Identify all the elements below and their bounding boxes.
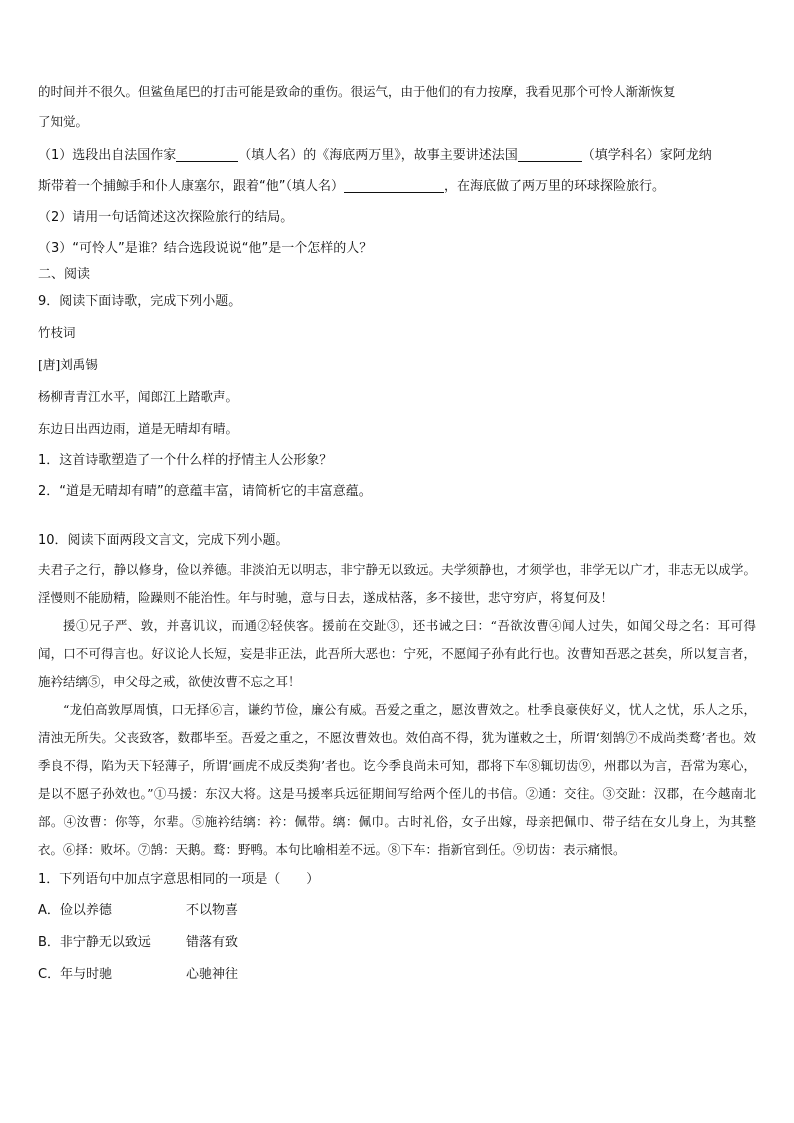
q8-sub3: （3）“可怜人”是谁？结合选段说说“他”是一个怎样的人？ bbox=[38, 241, 373, 256]
classical-para-3: “龙伯高敦厚周慎，口无择⑥言，谦约节俭，廉公有威。吾爱之重之，愿汝曹效之。杜季良豪侠好义，忧人之忧，乐人之乐，清浊无所失。父丧致客，数郡毕至。吾爱之重之，不愿汝曹效也。效伯高不得，犹为谨敕之士，所谓‘刻鹄⑦不成尚类鹜’者也。效季良不得，陷为天下轻薄子，所谓‘画虎不成反类狗’者也。讫今季良尚未可知，郡将下车⑧辄切齿⑨，州郡以为言，吾常为寒心，是以不愿子孙效也。”①马援：东汉大将。这是马援率兵远征期间写给两个侄儿的书信。②通：交往。③交趾：汉郡，在今越南北部。④汝曹：你等，尔辈。⑤施衿结缡：衿：佩带。缡：佩巾。古时礼俗，女子出嫁，母亲把佩巾、带子结在女儿身上，为其整衣。⑥择：败坏。⑦鹄：天鹅。鹜：野鸭。本句比喻相差不远。⑧下车：指新官到任。⑨切齿：表示痛恨。 bbox=[38, 702, 756, 857]
poem-line: 杨柳青青江水平，闻郎江上踏歌声。 bbox=[38, 389, 239, 404]
q8-sub1: （1）选段出自法国作家 （填人名）的《海底两万里》，故事主要讲述法国 （填学科名）家阿龙纳 bbox=[38, 148, 712, 163]
option-c[interactable]: C．年与时驰 心驰神往 bbox=[38, 967, 239, 982]
answer-blank[interactable] bbox=[344, 178, 444, 193]
poem-author: [唐]刘禹锡 bbox=[38, 357, 98, 372]
option-b[interactable]: B．非宁静无以致远 错落有致 bbox=[38, 935, 239, 950]
q10-intro: 10．阅读下面两段文言文，完成下列小题。 bbox=[38, 533, 289, 548]
q10-sub1: 1．下列语句中加点字意思相同的一项是（ ） bbox=[38, 872, 320, 887]
passage-line: 的时间并不很久。但鲨鱼尾巴的打击可能是致命的重伤。很运气，由于他们的有力按摩，我看见那个可怜人渐渐恢复 bbox=[38, 84, 676, 99]
answer-blank[interactable] bbox=[518, 147, 582, 162]
option-a[interactable]: A．俭以养德 不以物喜 bbox=[38, 903, 239, 918]
answer-blank[interactable] bbox=[176, 147, 238, 162]
q9-sub2: 2．“道是无晴却有晴”的意蕴丰富，请简析它的丰富意蕴。 bbox=[38, 484, 372, 499]
classical-para-2: 援①兄子严、敦，并喜讥议，而通②轻侠客。援前在交趾③，还书诫之曰：“吾欲汝曹④闻人过失，如闻父母之名：耳可得闻，口不可得言也。好议论人长短，妄是非正法，此吾所大恶也：宁死，不愿闻子孙有此行也。汝曹知吾恶之甚矣，所以复言者，施衿结缡⑤，申父母之戒，欲使汝曹不忘之耳！ bbox=[38, 618, 756, 689]
exam-page bbox=[38, 76, 756, 991]
passage-line: 了知觉。 bbox=[38, 114, 89, 129]
section-heading: 二、阅读 bbox=[38, 267, 91, 282]
q8-sub2: （2）请用一句话简述这次探险旅行的结局。 bbox=[38, 210, 294, 225]
q8-sub1-cont: 斯带着一个捕鲸手和仆人康塞尔，跟着“他”（填人名） ，在海底做了两万里的环球探险旅行。 bbox=[38, 179, 665, 194]
classical-para-1: 夫君子之行，静以修身，俭以养德。非淡泊无以明志，非宁静无以致远。夫学须静也，才须学也，非学无以广才，非志无以成学。淫慢则不能励精，险躁则不能治性。年与时驰，意与日去，遂成枯落，多不接世，悲守穷庐，将复何及！ bbox=[38, 562, 756, 605]
q9-sub1: 1．这首诗歌塑造了一个什么样的抒情主人公形象？ bbox=[38, 453, 333, 468]
q9-intro: 9．阅读下面诗歌，完成下列小题。 bbox=[38, 294, 242, 309]
poem-line: 东边日出西边雨，道是无晴却有晴。 bbox=[38, 421, 239, 436]
poem-title: 竹枝词 bbox=[38, 325, 76, 340]
